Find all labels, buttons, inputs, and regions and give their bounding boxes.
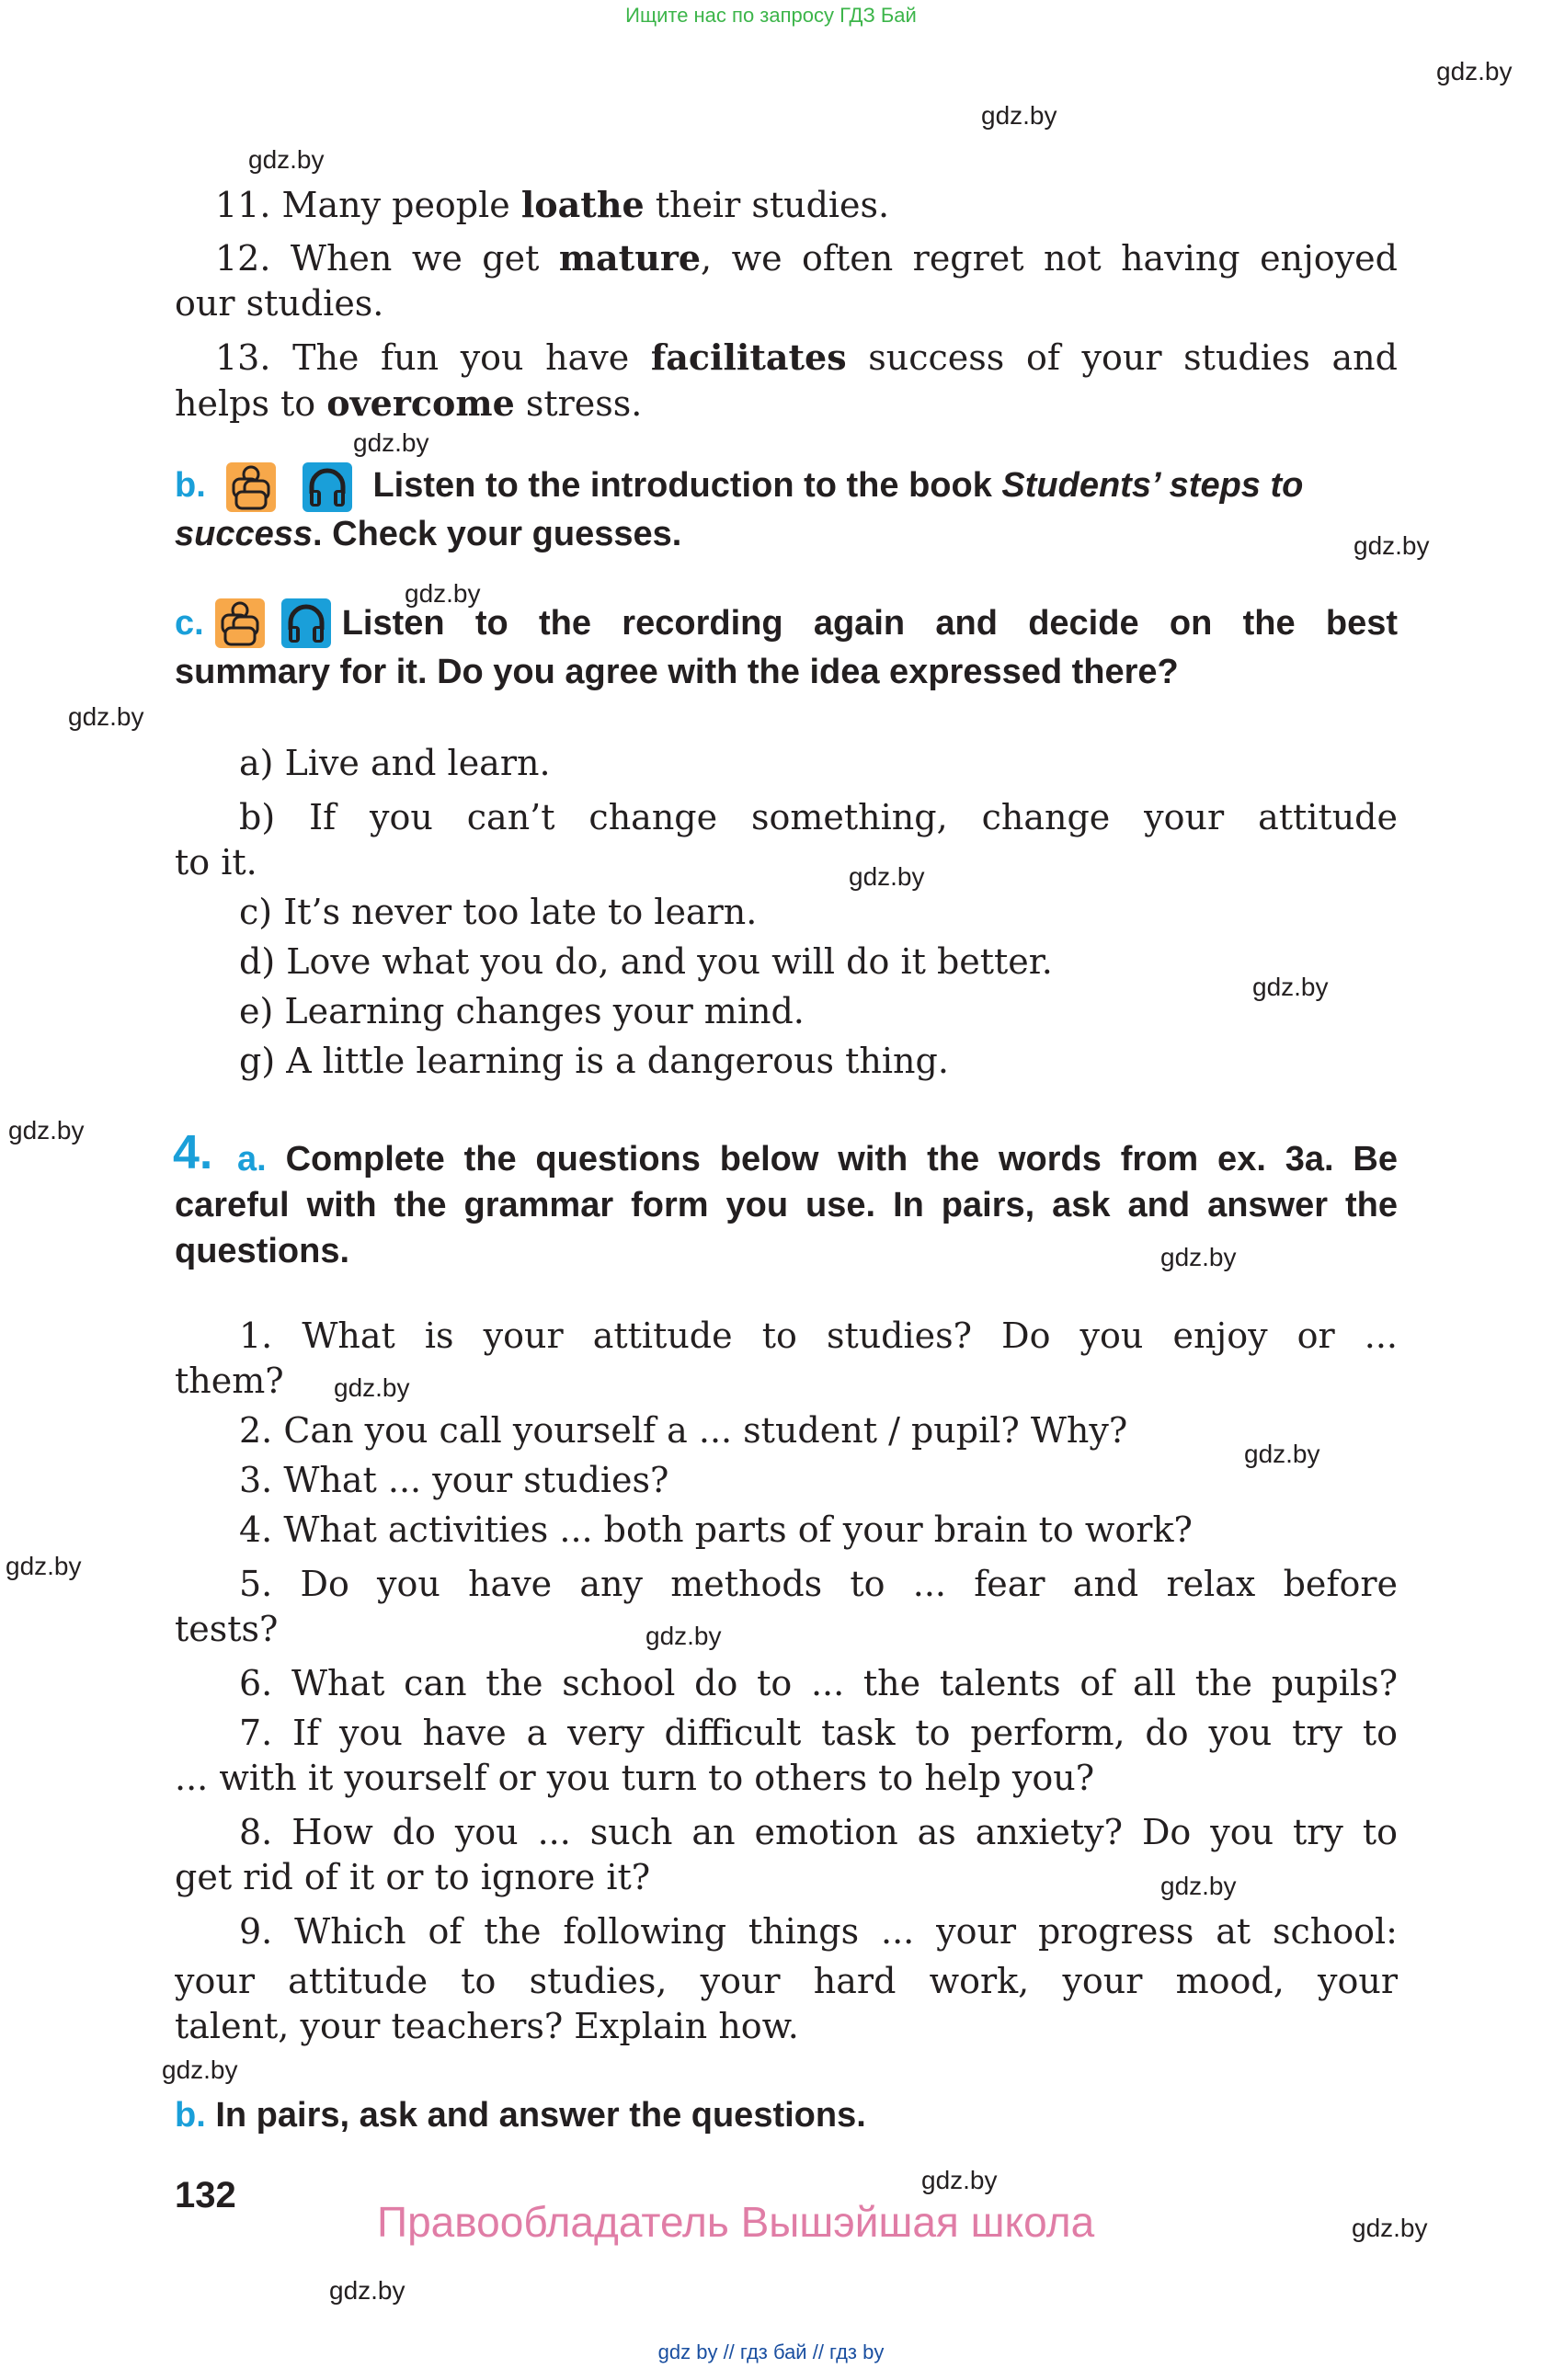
question <box>175 1559 1398 1609</box>
task-letter: c. <box>175 604 204 643</box>
question-number: 7. <box>239 1713 273 1753</box>
ex4-line1 <box>237 1136 1398 1182</box>
task-text: Listen to the recording again and decide on the best <box>341 604 1398 643</box>
item-number: 11. <box>215 185 271 225</box>
option <box>175 792 1398 842</box>
book-title: Students’ steps to <box>1001 466 1304 505</box>
question-cont: ... with it yourself or you turn to others to help you? <box>175 1758 1095 1798</box>
keyword: mature <box>558 237 702 279</box>
ex4-line2: careful with the grammar form you use. In pairs, ask and answer the <box>175 1186 1398 1224</box>
item-13-cont <box>175 382 642 424</box>
option-text: Live and learn. <box>284 743 551 783</box>
item-13 <box>175 333 1398 382</box>
option <box>239 941 1053 982</box>
item-number: 12. <box>215 238 271 279</box>
option <box>239 1041 949 1081</box>
watermark: gdz.by <box>405 579 481 608</box>
book-title: success <box>175 515 314 553</box>
option-text: A little learning is a dangerous thing. <box>286 1041 949 1081</box>
question <box>239 1509 1193 1550</box>
question <box>175 1311 1398 1361</box>
question-cont: get rid of it or to ignore it? <box>175 1857 651 1897</box>
ex4-line3: questions. <box>175 1232 350 1270</box>
option-label: b) <box>239 797 276 837</box>
option-label: a) <box>239 743 274 783</box>
watermark: gdz.by <box>248 145 325 174</box>
question-cont: talent, your teachers? Explain how. <box>175 2006 799 2046</box>
top-note: Ищите нас по запросу ГДЗ Бай <box>625 4 917 27</box>
exercise-number: 4. <box>173 1126 213 1179</box>
question-number: 9. <box>239 1911 273 1952</box>
option-text: If you can’t change something, change your attitude <box>309 797 1398 837</box>
item-11 <box>215 184 889 225</box>
group-work-icon <box>224 461 278 514</box>
option-cont: to it. <box>175 842 257 883</box>
question-number: 2. <box>239 1410 273 1451</box>
question-text: Do you have any methods to ... fear and relax before <box>300 1564 1398 1604</box>
watermark: gdz.by <box>1354 531 1430 560</box>
watermark: gdz.by <box>8 1116 85 1144</box>
question-text: Can you call yourself a ... student / pupil? Why? <box>283 1410 1128 1451</box>
watermark: gdz.by <box>1160 1872 1237 1900</box>
task-letter: a. <box>237 1140 267 1179</box>
question-number: 8. <box>239 1812 273 1852</box>
question-number: 5. <box>239 1564 273 1604</box>
watermark: gdz.by <box>981 101 1057 130</box>
task-text: Complete the questions below with the words from ex. 3a. Be <box>285 1140 1398 1179</box>
question <box>239 1410 1127 1451</box>
item-12-cont: our studies. <box>175 283 384 324</box>
option-label: e) <box>239 991 274 1031</box>
watermark: gdz.by <box>1352 2214 1428 2242</box>
task-3b <box>175 460 1398 557</box>
question-text: Which of the following things ... your progress at school: <box>294 1911 1398 1952</box>
footer-links: gdz by // гдз бай // гдз by <box>657 2340 885 2363</box>
question-number: 1. <box>239 1315 273 1356</box>
watermark: gdz.by <box>334 1373 410 1402</box>
item-text: success of your studies and <box>846 337 1398 378</box>
option <box>239 743 551 783</box>
item-12 <box>175 233 1398 283</box>
item-text: stress. <box>514 383 643 424</box>
headphones-icon <box>301 461 354 514</box>
task-text: Listen to the introduction to the book <box>372 466 1002 505</box>
item-text: When we get <box>290 238 559 279</box>
keyword: loathe <box>520 184 645 225</box>
question <box>175 1658 1398 1708</box>
watermark: gdz.by <box>1244 1440 1320 1468</box>
question <box>175 1907 1398 1956</box>
option-label: d) <box>239 941 276 982</box>
watermark: gdz.by <box>353 428 429 457</box>
task-text-line2: summary for it. Do you agree with the idea expressed there? <box>175 653 1179 691</box>
page-number: 132 <box>175 2175 236 2215</box>
question-text: How do you ... such an emotion as anxiety? Do you try to <box>291 1812 1398 1852</box>
question-number: 6. <box>239 1663 273 1703</box>
watermark: gdz.by <box>1436 57 1513 85</box>
watermark: gdz.by <box>921 2166 998 2194</box>
watermark: gdz.by <box>162 2055 238 2084</box>
option-text: Love what you do, and you will do it better. <box>286 941 1053 982</box>
option-label: c) <box>239 892 273 932</box>
task-letter: b. <box>175 466 206 505</box>
task-text: . Check your guesses. <box>313 515 682 553</box>
question <box>175 1807 1398 1857</box>
item-number: 13. <box>215 337 271 378</box>
item-text: , we often regret not having enjoyed <box>701 238 1398 279</box>
watermark: gdz.by <box>6 1552 82 1580</box>
question-text: What is your attitude to studies? Do you enjoy or ... <box>302 1315 1398 1356</box>
question-number: 4. <box>239 1509 273 1550</box>
option <box>239 892 757 932</box>
keyword: facilitates <box>650 336 847 378</box>
watermark: gdz.by <box>68 702 144 731</box>
watermark: gdz.by <box>329 2276 405 2305</box>
task-text: In pairs, ask and answer the questions. <box>215 2096 866 2135</box>
question-number: 3. <box>239 1460 273 1500</box>
watermark: gdz.by <box>849 862 925 891</box>
rights-holder: Правообладатель Вышэйшая школа <box>377 2198 1095 2246</box>
option-text: Learning changes your mind. <box>284 991 805 1031</box>
question <box>175 1708 1398 1758</box>
item-text: Many people <box>281 185 521 225</box>
option-text: It’s never too late to learn. <box>283 892 758 932</box>
question-cont: them? <box>175 1361 284 1401</box>
question-text: What can the school do to ... the talents of all the pupils? <box>291 1663 1398 1703</box>
option-label: g) <box>239 1041 276 1081</box>
item-text: their studies. <box>644 185 890 225</box>
headphones-icon <box>280 597 333 650</box>
task-4b <box>175 2092 1398 2138</box>
keyword: overcome <box>326 382 515 424</box>
group-work-icon <box>213 597 267 650</box>
option <box>239 991 805 1031</box>
question-cont: tests? <box>175 1609 279 1649</box>
watermark: gdz.by <box>1160 1243 1237 1271</box>
watermark: gdz.by <box>645 1622 722 1650</box>
watermark: gdz.by <box>1252 973 1329 1001</box>
question-cont: your attitude to studies, your hard work, your mood, your <box>175 1961 1398 2001</box>
question-text: What activities ... both parts of your brain to work? <box>283 1509 1193 1550</box>
task-3c <box>175 598 1398 695</box>
item-text: helps to <box>175 383 327 424</box>
question-text: What ... your studies? <box>283 1460 669 1500</box>
question-text: If you have a very difficult task to perform, do you try to <box>292 1713 1398 1753</box>
question <box>239 1460 668 1500</box>
item-text: The fun you have <box>292 337 651 378</box>
task-letter: b. <box>175 2096 206 2135</box>
